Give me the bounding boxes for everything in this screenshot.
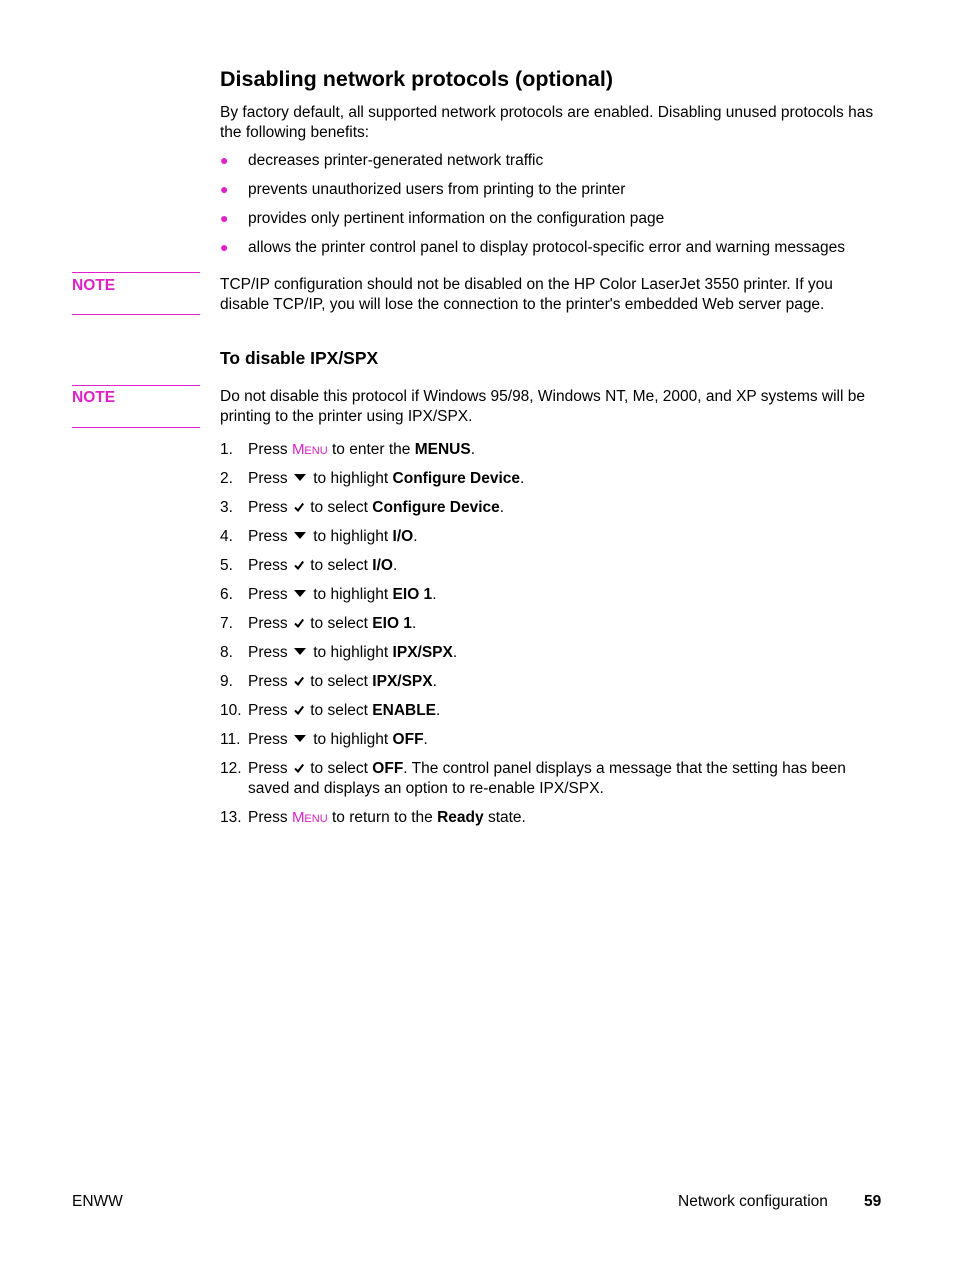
note-text: Do not disable this protocol if Windows 95/98, Windows NT, Me, 2000, and XP systems will be printing to the printer using IPX/SPX. — [220, 388, 865, 425]
step-target: OFF — [372, 760, 404, 777]
step-number: 8. — [220, 644, 233, 661]
step-verb: Press — [248, 644, 288, 661]
list-item-text: provides only pertinent information on the configuration page — [248, 210, 665, 227]
list-item-text: prevents unauthorized users from printing to the printer — [248, 181, 626, 198]
note-label: NOTE — [72, 277, 116, 294]
step-action: to return to the — [331, 808, 433, 826]
step-end: . — [392, 557, 398, 574]
step-verb: Press — [248, 528, 288, 545]
note-label: NOTE — [72, 389, 116, 406]
step-target: ENABLE — [372, 702, 437, 719]
step-target: OFF — [392, 731, 424, 748]
step-end: state. — [483, 808, 526, 826]
step-end: . — [499, 499, 505, 516]
step-action: to select — [310, 499, 368, 516]
step-target: IPX/SPX — [372, 673, 433, 690]
step-item — [220, 585, 880, 605]
step-end: . — [452, 644, 458, 661]
down-arrow-icon — [294, 735, 306, 742]
step-verb: Press — [248, 702, 288, 719]
step-verb: Press — [248, 673, 288, 690]
menu-key: Menu — [291, 441, 328, 458]
step-end: . — [520, 470, 525, 487]
step-target: EIO 1 — [392, 586, 433, 603]
step-target: I/O — [392, 528, 414, 545]
footer-label: ENWW — [72, 1193, 123, 1210]
step-item — [220, 808, 880, 828]
step-number: 3. — [220, 499, 233, 516]
page-number: 59 — [864, 1193, 882, 1210]
checkmark-icon — [294, 705, 304, 715]
checkmark-icon — [294, 763, 304, 773]
step-verb: Press — [248, 557, 288, 574]
step-action: to highlight — [313, 470, 389, 487]
checkmark-icon — [294, 502, 304, 512]
step-end: . — [403, 760, 408, 777]
intro-paragraph: By factory default, all supported network protocols are enabled. Disabling unused protocols has the following benefits: — [220, 104, 874, 141]
step-end: . — [423, 731, 428, 748]
step-number: 7. — [220, 615, 233, 632]
note-top-rule — [72, 385, 200, 386]
step-action: to select — [310, 615, 368, 632]
note-bottom-rule — [72, 314, 200, 315]
step-verb: Press — [248, 499, 288, 516]
step-target: Configure Device — [372, 499, 500, 516]
step-item — [220, 440, 880, 460]
step-target: EIO 1 — [372, 615, 412, 632]
step-number: 11. — [220, 731, 241, 748]
step-number: 4. — [220, 528, 233, 545]
menu-key: Menu — [291, 808, 328, 826]
benefits-list — [220, 151, 845, 267]
step-number: 10. — [220, 702, 242, 719]
step-action: to highlight — [313, 644, 389, 661]
step-end: . — [470, 441, 476, 458]
subsection-heading: To disable IPX/SPX — [220, 348, 379, 368]
step-extra: The control panel displays a message that the setting has been saved and displays an option to re-enable IPX/SPX. — [248, 760, 846, 797]
bullet-icon: ● — [220, 239, 229, 255]
note-bottom-rule — [72, 427, 200, 428]
checkmark-icon — [294, 676, 304, 686]
step-verb: Press — [248, 760, 288, 777]
checkmark-icon — [294, 618, 304, 628]
step-item — [220, 759, 880, 798]
step-action: to highlight — [313, 586, 389, 603]
step-item — [220, 643, 880, 663]
step-end: . — [432, 673, 437, 690]
step-verb: Press — [248, 731, 288, 748]
step-number: 12. — [220, 760, 242, 777]
step-item — [220, 701, 880, 721]
down-arrow-icon — [294, 648, 306, 655]
step-end: . — [432, 586, 437, 603]
step-verb: Press — [248, 441, 288, 458]
step-verb: Press — [248, 615, 288, 632]
down-arrow-icon — [294, 590, 306, 597]
checkmark-icon — [294, 560, 304, 570]
step-action: to highlight — [313, 731, 389, 748]
bullet-icon: ● — [220, 210, 229, 226]
step-action: to highlight — [313, 528, 389, 545]
step-number: 13. — [220, 808, 242, 826]
down-arrow-icon — [294, 474, 306, 481]
footer-section: Network configuration — [678, 1193, 828, 1210]
step-action: to select — [310, 673, 368, 690]
step-target: I/O — [372, 557, 393, 574]
step-action: to enter the — [331, 441, 411, 458]
step-end: . — [436, 702, 441, 719]
down-arrow-icon — [294, 532, 306, 539]
step-item — [220, 527, 880, 547]
step-item — [220, 672, 880, 692]
step-target: MENUS — [414, 441, 471, 458]
step-target: Configure Device — [392, 470, 521, 487]
step-item — [220, 556, 880, 576]
note-top-rule — [72, 272, 200, 273]
note-text: TCP/IP configuration should not be disabled on the HP Color LaserJet 3550 printer. If you disable TCP/IP, you will lose the connection to the printer's embedded Web server page. — [220, 276, 833, 313]
list-item-text: allows the printer control panel to display protocol-specific error and warning messages — [248, 239, 846, 256]
bullet-icon: ● — [220, 181, 229, 197]
step-number: 2. — [220, 470, 233, 487]
step-action: to select — [310, 702, 368, 719]
step-item — [220, 498, 880, 518]
step-verb: Press — [248, 808, 288, 826]
step-number: 5. — [220, 557, 233, 574]
step-number: 1. — [220, 441, 233, 458]
step-target: Ready — [437, 808, 484, 826]
step-end: . — [413, 528, 418, 545]
section-heading: Disabling network protocols (optional) — [220, 67, 613, 91]
list-item — [220, 151, 845, 180]
step-action: to select — [310, 760, 368, 777]
step-verb: Press — [248, 470, 288, 487]
list-item — [220, 209, 845, 238]
step-item — [220, 730, 880, 750]
list-item — [220, 238, 845, 267]
step-action: to select — [310, 557, 368, 574]
list-item-text: decreases printer-generated network traffic — [248, 152, 544, 169]
step-number: 9. — [220, 673, 233, 690]
step-end: . — [411, 615, 417, 632]
step-verb: Press — [248, 586, 288, 603]
step-item — [220, 469, 880, 489]
bullet-icon: ● — [220, 152, 229, 168]
step-target: IPX/SPX — [392, 644, 453, 661]
step-item — [220, 614, 880, 634]
list-item — [220, 180, 845, 209]
procedure-steps — [220, 440, 880, 837]
step-number: 6. — [220, 586, 233, 603]
